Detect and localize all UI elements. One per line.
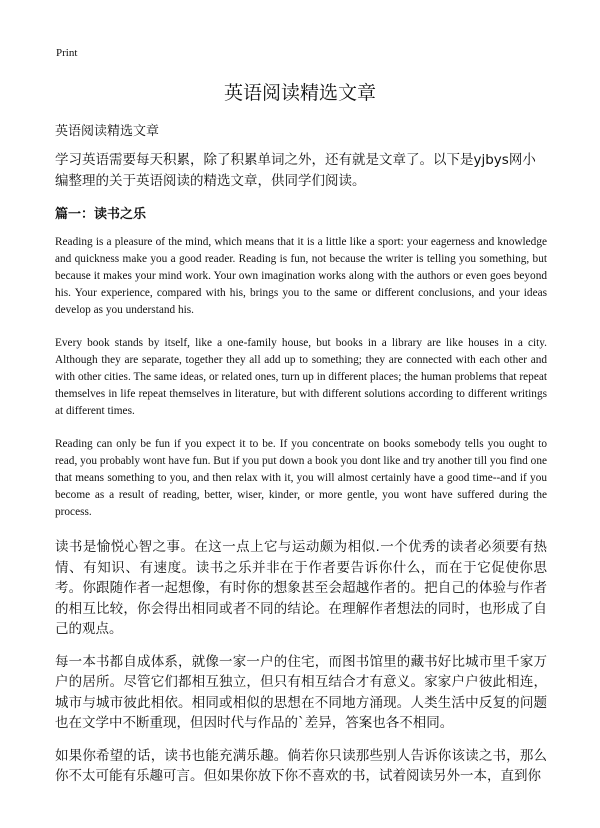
chinese-paragraph: 每一本书都自成体系，就像一家一户的住宅，而图书馆里的藏书好比城市里千家万户的居所。尽管它们都相互独立，但只有相互结合才有意义。家家户户彼此相连，城市与城市彼此相依。相同或相似的思想在不同地方涌现。人类生活中反复的问题也在文学中不断重现，但因时代与作品的`差异，答案也各不相同。	[55, 653, 547, 731]
print-link[interactable]: Print	[56, 47, 78, 59]
chinese-paragraph: 如果你希望的话，读书也能充满乐趣。倘若你只读那些别人告诉你该读之书，那么你不太可能有乐趣可言。但如果你放下你不喜欢的书，试着阅读另外一本，直到你	[55, 747, 547, 784]
article-body	[55, 120, 547, 799]
chinese-paragraph: 读书是愉悦心智之事。在这一点上它与运动颇为相似.一个优秀的读者必须要有热情、有知识、有速度。读书之乐并非在于作者要告诉你什么，而在于它促使你思考。你跟随作者一起想像，有时你的想象甚至会超越作者的。把自己的体验与作者的相互比较，你会得出相同或者不同的结论。在理解作者想法的同时，也形成了自己的观点。	[55, 539, 547, 637]
page-title: 英语阅读精选文章	[223, 82, 376, 104]
section-heading: 篇一：读书之乐	[55, 207, 147, 222]
english-paragraph: Reading can only be fun if you expect it to be. If you concentrate on books somebody tells you ought to read, you probably wont have fun. But if you put down a book you dont like and try another till you find one that means something to you, and then relax with it, you will almost certainly have a good time--and if you become as a result of reading, better, wiser, kinder, or more gentle, you wont have suffered during the process.	[55, 438, 547, 518]
article-subtitle: 英语阅读精选文章	[55, 124, 160, 139]
english-paragraph: Reading is a pleasure of the mind, which means that it is a little like a sport: your eagerness and knowledge and quickness make you a good reader. Reading is fun, not because the writer is telling you something, but because it makes your mind work. Your own imagination works along with the authors or even goes beyond his. Your experience, compared with his, brings you to the same or different conclusions, and your ideas develop as you understand his.	[55, 236, 547, 316]
intro-paragraph: 学习英语需要每天积累，除了积累单词之外，还有就是文章了。以下是yjbys网小编整理的关于英语阅读的精选文章，供同学们阅读。	[55, 152, 536, 189]
english-paragraph: Every book stands by itself, like a one-family house, but books in a library are like houses in a city. Although they are separate, together they all add up to something; they are connected with each other and with other cities. The same ideas, or related ones, turn up in different places; the human problems that repeat themselves in life repeat themselves in literature, but with different solutions according to different writings at different times.	[55, 337, 547, 417]
